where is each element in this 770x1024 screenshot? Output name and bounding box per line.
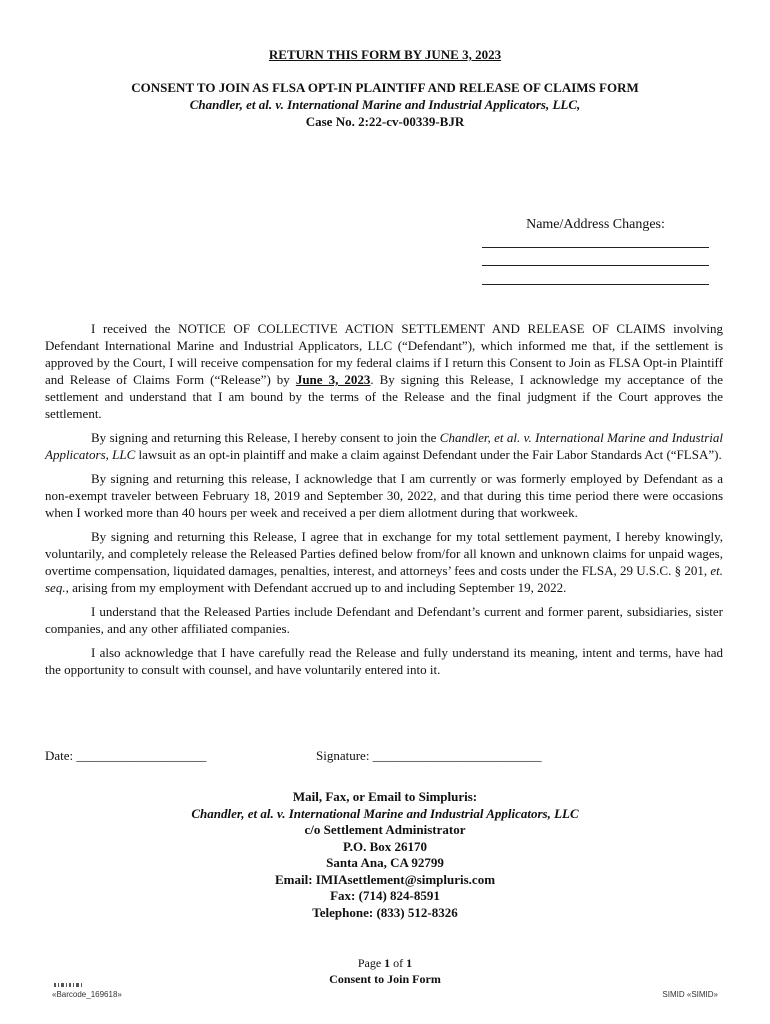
case-number: Case No. 2:22-cv-00339-BJR — [305, 114, 465, 129]
address-line-1[interactable] — [482, 247, 709, 248]
paragraph-employment: By signing and returning this release, I acknowledge that I am currently or was formerly employed by Defendant as a non-exempt traveler between February 18, 2019 and September 30, 2022, and that during this time period there were occasions when I worked more than 40 hours per week and received a per diem allotment during that workweek. — [45, 471, 723, 520]
mail-email: Email: IMIAsettlement@simpluris.com — [274, 871, 496, 887]
paragraph-acknowledgement: I also acknowledge that I have carefully read the Release and fully understand its meaning, intent and terms, have had the opportunity to consult with counsel, and have voluntarily entered into it. — [45, 645, 723, 677]
mail-po-box: P.O. Box 26170 — [342, 838, 428, 854]
mail-telephone: Telephone: (833) 512-8326 — [312, 904, 458, 920]
paragraph-release: By signing and returning this Release, I agree that in exchange for my total settlement payment, I hereby knowingly, voluntarily, and completely release the Released Parties defined below from/for all known and unknown claims for unpaid wages, overtime compensation, liquidated damages, penalties, interest, and attorneys’ fees and costs under the FLSA, 29 U.S.C. § 201, et. seq., arising from my employment with Defendant accrued up to and including September 19, 2022. — [45, 529, 723, 595]
footer-form-title: Consent to Join Form — [329, 972, 441, 986]
release-body — [45, 320, 723, 685]
barcode-icon — [54, 983, 84, 987]
paragraph-consent: By signing and returning this Release, I hereby consent to join the Chandler, et al. v. International Marine and Industrial Applicators, LLC lawsuit as an opt-in plaintiff and make a claim against Defendant under the Fair Labor Standards Act (“FLSA”). — [45, 430, 723, 462]
mail-instructions — [0, 789, 770, 921]
case-caption: Chandler, et al. v. International Marine and Industrial Applicators, LLC, — [189, 97, 581, 112]
barcode-code: «Barcode_169618» — [52, 990, 122, 999]
paragraph-notice-received: I received the NOTICE OF COLLECTIVE ACTION SETTLEMENT AND RELEASE OF CLAIMS involving Defendant International Marine and Industrial Applicators, LLC (“Defendant”), which informed me that, if the settlement is approved by the Court, I will receive compensation for my federal claims if I return this Consent to Join as FLSA Opt-in Plaintiff and Release of Claims Form (“Release”) by June 3, 2023. By signing this Release, I acknowledge my acceptance of the settlement and understand that I am bound by the terms of the Release and the final judgment if the Court approves the settlement. — [45, 321, 723, 421]
address-line-3[interactable] — [482, 284, 709, 285]
address-line-2[interactable] — [482, 265, 709, 266]
return-deadline-notice: RETURN THIS FORM BY JUNE 3, 2023 — [268, 47, 502, 62]
mail-heading: Mail, Fax, or Email to Simpluris: — [292, 789, 478, 804]
deadline-date: June 3, 2023 — [295, 372, 371, 387]
mail-case-caption: Chandler, et al. v. International Marine and Industrial Applicators, LLC — [191, 805, 579, 821]
simid-code: SIMID «SIMID» — [662, 990, 718, 999]
mail-care-of: c/o Settlement Administrator — [304, 822, 466, 837]
form-title: CONSENT TO JOIN AS FLSA OPT-IN PLAINTIFF AND RELEASE OF CLAIMS FORM — [131, 80, 639, 95]
date-field[interactable]: Date: ____________________ — [45, 748, 207, 763]
mail-city: Santa Ana, CA 92799 — [326, 855, 444, 870]
name-address-changes-label: Name/Address Changes: — [526, 217, 665, 232]
mail-fax: Fax: (714) 824-8591 — [330, 888, 440, 903]
signature-field[interactable]: Signature: __________________________ — [316, 748, 542, 763]
paragraph-released-parties: I understand that the Released Parties include Defendant and Defendant’s current and former parent, subsidiaries, sister companies, and any other affiliated companies. — [45, 604, 723, 636]
page-number: Page 1 of 1 — [357, 956, 413, 970]
